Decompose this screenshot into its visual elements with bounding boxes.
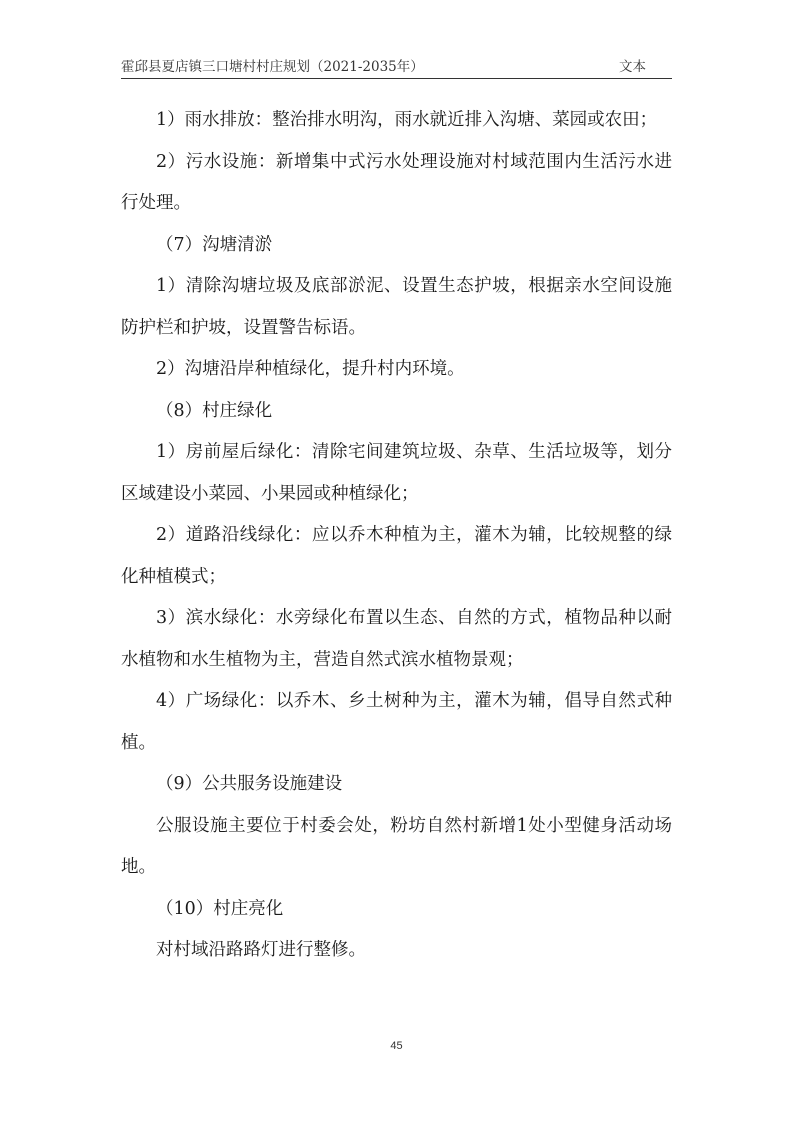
body-text bbox=[121, 100, 672, 972]
document-title: 霍邱县夏店镇三口塘村村庄规划（2021-2035年） bbox=[121, 59, 424, 75]
page-header bbox=[121, 56, 672, 79]
paragraph-square-greening: 4）广场绿化：以乔木、乡土树种为主，灌木为辅，倡导自然式种植。 bbox=[121, 691, 672, 753]
paragraph-road-greening: 2）道路沿线绿化：应以乔木种植为主，灌木为辅，比较规整的绿化种植模式； bbox=[121, 525, 672, 587]
paragraph-house-greening: 1）房前屋后绿化：清除宅间建筑垃圾、杂草、生活垃圾等，划分区域建设小菜园、小果园或种植绿化； bbox=[121, 442, 672, 504]
page-number: 45 bbox=[390, 1040, 403, 1052]
section-heading-lighting: （10）村庄亮化 bbox=[156, 898, 284, 919]
paragraph-pond-cleanup: 1）清除沟塘垃圾及底部淤泥、设置生态护坡，根据亲水空间设施防护栏和护坡，设置警告标语。 bbox=[121, 276, 672, 338]
section-heading-public-services: （9）公共服务设施建设 bbox=[156, 774, 343, 794]
section-heading-pond-dredging: （7）沟塘清淤 bbox=[156, 234, 273, 255]
paragraph-sewage: 2）污水设施：新增集中式污水处理设施对村域范围内生活污水进行处理。 bbox=[121, 151, 672, 213]
paragraph-lighting: 对村域沿路路灯进行整修。 bbox=[156, 940, 366, 960]
section-heading-village-greening: （8）村庄绿化 bbox=[156, 400, 273, 421]
paragraph-rainwater: 1）雨水排放：整治排水明沟，雨水就近排入沟塘、菜园或农田； bbox=[156, 110, 658, 130]
paragraph-waterfront-greening: 3）滨水绿化：水旁绿化布置以生态、自然的方式，植物品种以耐水植物和水生植物为主，营造自然式滨水植物景观； bbox=[121, 608, 672, 670]
paragraph-public-services: 公服设施主要位于村委会处，粉坊自然村新增1处小型健身活动场地。 bbox=[121, 815, 672, 877]
paragraph-pond-greening: 2）沟塘沿岸种植绿化，提升村内环境。 bbox=[156, 359, 465, 379]
document-type-label: 文本 bbox=[619, 59, 646, 75]
